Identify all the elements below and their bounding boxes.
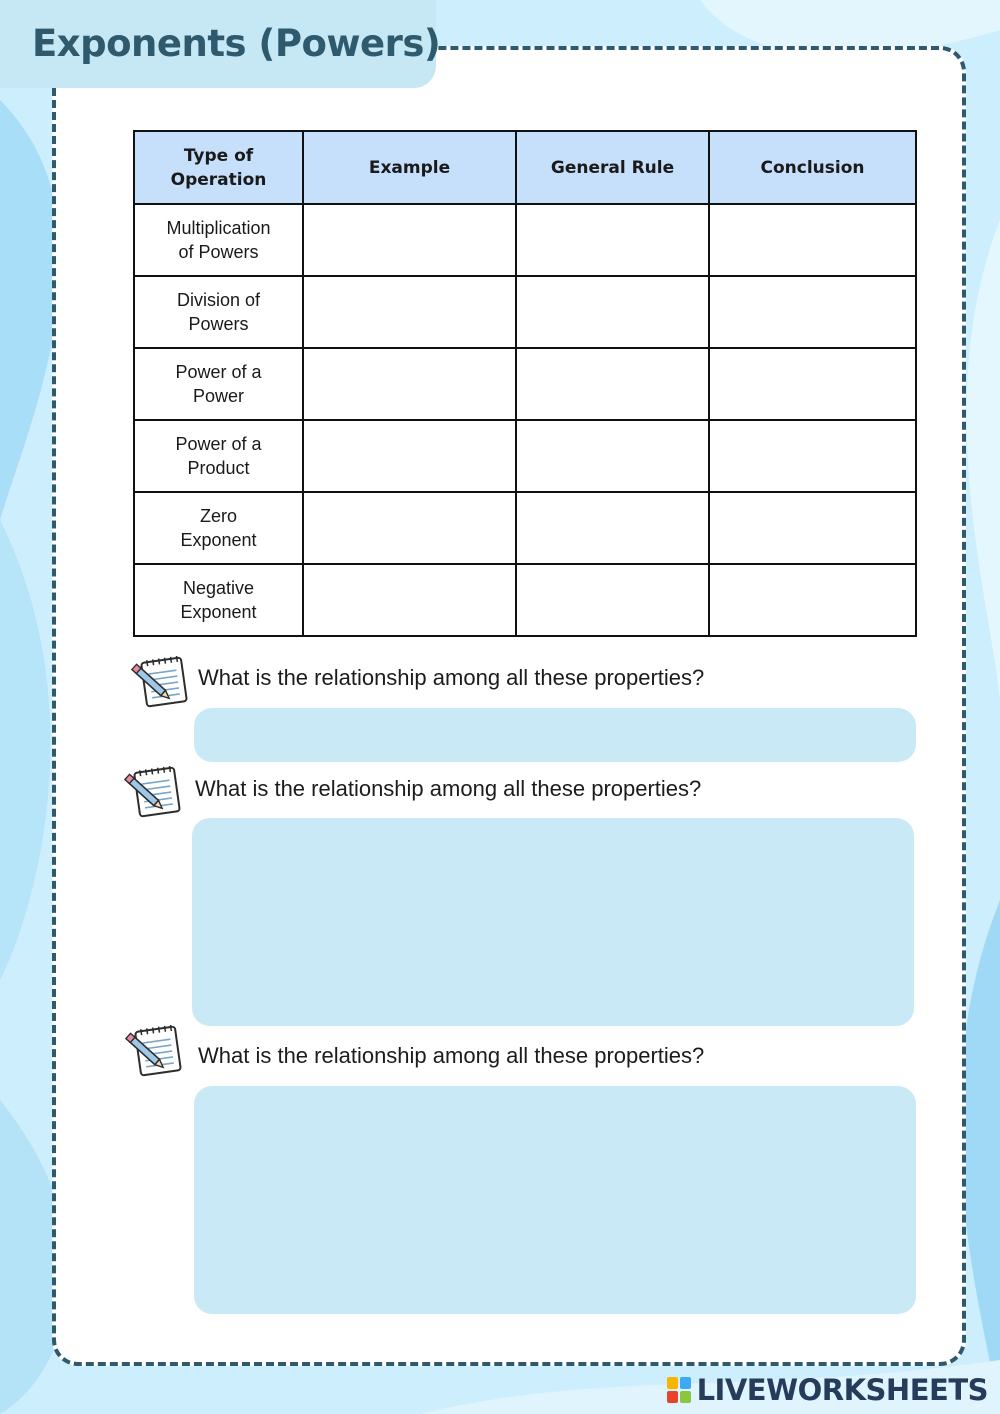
column-header: Type of Operation [134,131,303,204]
question-text: What is the relationship among all these properties? [195,776,702,801]
column-header: General Rule [516,131,709,204]
general-rule-cell[interactable] [516,420,709,492]
conclusion-cell[interactable] [709,348,916,420]
notepad-pencil-icon [128,654,190,708]
example-cell[interactable] [303,348,516,420]
general-rule-cell[interactable] [516,564,709,636]
general-rule-cell[interactable] [516,204,709,276]
example-cell[interactable] [303,420,516,492]
answer-box[interactable] [194,1086,916,1314]
notepad-pencil-icon [121,764,183,818]
conclusion-cell[interactable] [709,564,916,636]
column-header: Example [303,131,516,204]
conclusion-cell[interactable] [709,492,916,564]
table-row [134,420,916,492]
example-cell[interactable] [303,204,516,276]
example-cell[interactable] [303,564,516,636]
row-label: Division of Powers [134,276,303,348]
table-row [134,564,916,636]
title-tab [0,0,441,88]
notepad-pencil-icon [122,1023,184,1077]
row-label: Negative Exponent [134,564,303,636]
conclusion-cell[interactable] [709,204,916,276]
example-cell[interactable] [303,276,516,348]
table-row [134,276,916,348]
column-header: Conclusion [709,131,916,204]
answer-box[interactable] [192,818,914,1026]
liveworksheets-logo-icon [667,1377,691,1403]
table-header-row [134,131,916,204]
table-row [134,204,916,276]
row-label: Power of a Power [134,348,303,420]
general-rule-cell[interactable] [516,492,709,564]
conclusion-cell[interactable] [709,420,916,492]
general-rule-cell[interactable] [516,348,709,420]
question-text: What is the relationship among all these properties? [198,665,705,690]
table-row [134,348,916,420]
row-label: Power of a Product [134,420,303,492]
table-row [134,492,916,564]
answer-box[interactable] [194,708,916,762]
brand-name: LIVEWORKSHEETS [696,1373,988,1407]
page-title: Exponents (Powers) [32,22,441,65]
row-label: Multiplication of Powers [134,204,303,276]
liveworksheets-logo [667,1372,988,1408]
operations-table [133,130,917,637]
example-cell[interactable] [303,492,516,564]
question-text: What is the relationship among all these properties? [198,1043,705,1068]
conclusion-cell[interactable] [709,276,916,348]
row-label: Zero Exponent [134,492,303,564]
general-rule-cell[interactable] [516,276,709,348]
